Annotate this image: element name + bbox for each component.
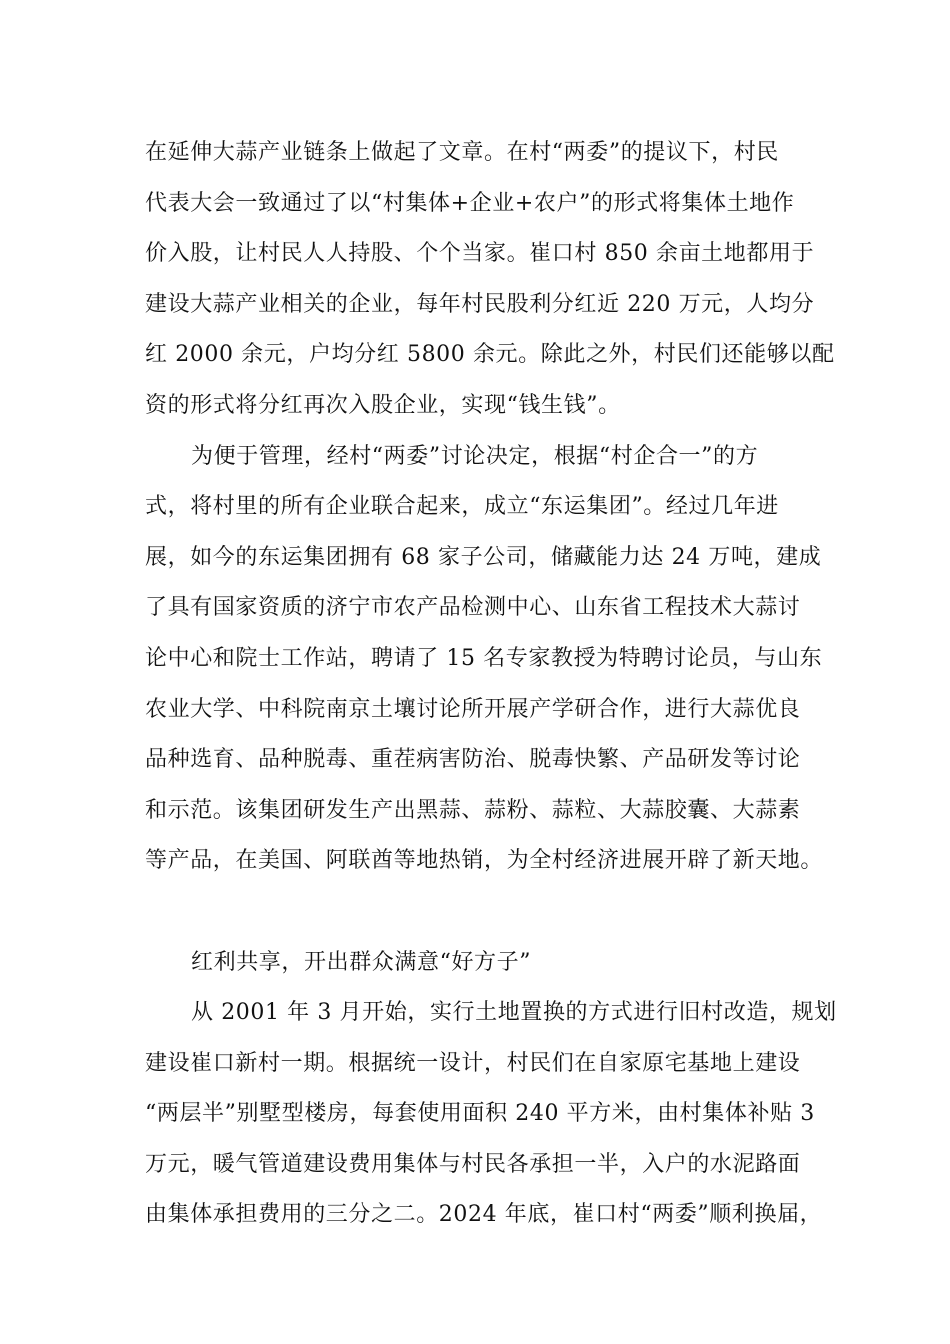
text-line: 和示范。该集团研发生产出黑蒜、蒜粉、蒜粒、大蒜胶囊、大蒜素 bbox=[145, 797, 801, 823]
text-line: 由集体承担费用的三分之二。2024 年底，崔口村“两委”顺利换届， bbox=[145, 1202, 823, 1228]
text-line: 了具有国家资质的济宁市农产品检测中心、山东省工程技术大蒜讨 bbox=[145, 595, 801, 621]
text-line: 等产品，在美国、阿联酋等地热销，为全村经济进展开辟了新天地。 bbox=[145, 848, 824, 874]
text-line: 万元，暖气管道建设费用集体与村民各承担一半，入户的水泥路面 bbox=[145, 1151, 801, 1177]
text-line: 农业大学、中科院南京土壤讨论所开展产学研合作，进行大蒜优良 bbox=[145, 696, 801, 722]
paragraph-profit-sharing bbox=[145, 128, 835, 432]
text-line: 价入股，让村民人人持股、个个当家。崔口村 850 余亩土地都用于 bbox=[145, 241, 815, 267]
text-line: 展，如今的东运集团拥有 68 家子公司，储藏能力达 24 万吨，建成 bbox=[145, 544, 822, 570]
section-heading bbox=[145, 938, 825, 989]
document-body bbox=[145, 128, 837, 1241]
text-line: 资的形式将分红再次入股企业，实现“钱生钱”。 bbox=[145, 392, 621, 418]
blank-line bbox=[145, 887, 825, 938]
heading-line: 红利共享，开出群众满意“好方子” bbox=[191, 949, 532, 975]
text-line: “两层半”别墅型楼房，每套使用面积 240 平方米，由村集体补贴 3 bbox=[145, 1101, 815, 1127]
text-line: 从 2001 年 3 月开始，实行土地置换的方式进行旧村改造，规划 bbox=[191, 1000, 837, 1026]
text-line: 论中心和院士工作站，聘请了 15 名专家教授为特聘讨论员，与山东 bbox=[145, 645, 823, 671]
text-line: 为便于管理，经村“两委”讨论决定，根据“村企合一”的方 bbox=[191, 443, 759, 469]
paragraph-dongyun-group bbox=[145, 432, 825, 887]
text-line: 品种选育、品种脱毒、重茬病害防治、脱毒快繁、产品研发等讨论 bbox=[145, 747, 801, 773]
text-line: 建设大蒜产业相关的企业，每年村民股利分红近 220 万元，人均分 bbox=[145, 291, 815, 317]
text-line: 建设崔口新村一期。根据统一设计，村民们在自家原宅基地上建设 bbox=[145, 1050, 801, 1076]
text-line: 式，将村里的所有企业联合起来，成立“东运集团”。经过几年进 bbox=[145, 494, 779, 520]
paragraph-village-renovation bbox=[145, 988, 837, 1241]
text-line: 红 2000 余元，户均分红 5800 余元。除此之外，村民们还能够以配 bbox=[145, 342, 835, 368]
text-line: 在延伸大蒜产业链条上做起了文章。在村“两委”的提议下，村民 bbox=[145, 140, 779, 165]
text-line: 代表大会一致通过了以“村集体+企业+农户”的形式将集体土地作 bbox=[145, 190, 795, 216]
